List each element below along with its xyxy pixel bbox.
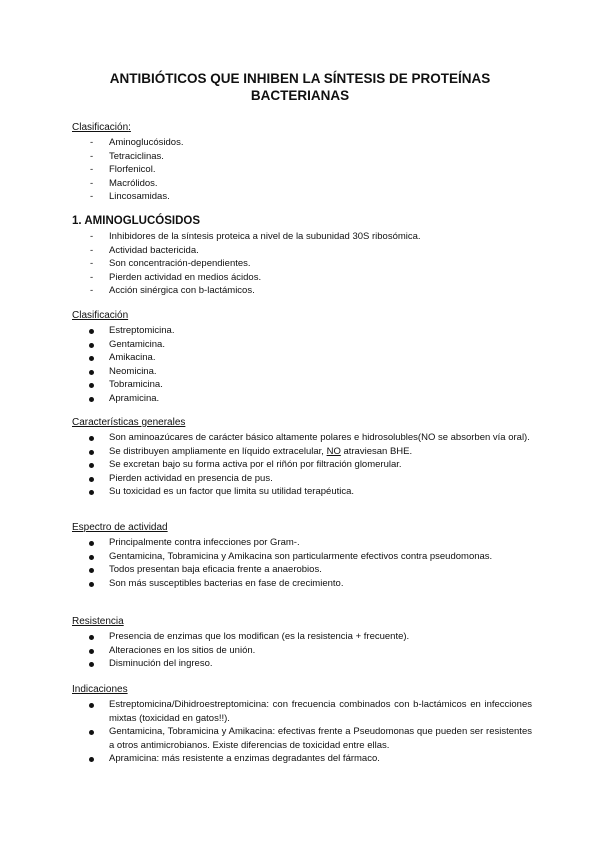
list-item: Disminución del ingreso. (72, 657, 532, 671)
list-item: Apramicina: más resistente a enzimas degradantes del fármaco. (72, 752, 532, 766)
list-item: - Son concentración-dependientes. (90, 258, 251, 269)
list-item: - Inhibidores de la síntesis proteica a nivel de la subunidad 30S ribosómica. (90, 231, 421, 242)
list-item: Se excretan bajo su forma activa por el riñón por filtración glomerular. (72, 458, 532, 472)
characteristics-list (72, 431, 532, 499)
general-characteristics-section (72, 416, 532, 499)
list-item: Alteraciones en los sitios de unión. (72, 644, 532, 658)
list-item: - Macrólidos. (90, 177, 158, 189)
list-item: - Florfenicol. (90, 164, 156, 175)
page-title (90, 70, 510, 104)
list-item: - Lincosamidas. (90, 191, 170, 202)
aminoglycosides-section (72, 214, 532, 298)
classification-list (72, 324, 532, 405)
list-item: Gentamicina. (72, 338, 532, 352)
indications-list (72, 698, 532, 766)
list-item: Neomicina. (72, 365, 532, 379)
list-item: Son aminoazúcares de carácter básico altamente polares e hidrosolubles(NO se absorben vía oral). (72, 431, 532, 445)
subsection-heading: Clasificación (72, 310, 129, 321)
list-item: Gentamicina, Tobramicina y Amikacina son particularmente efectivos contra pseudomonas. (72, 550, 532, 564)
list-item: Presencia de enzimas que los modifican (es la resistencia + frecuente). (72, 630, 532, 644)
list-item: Apramicina. (72, 392, 532, 406)
aminoglycoside-classification-section (72, 309, 532, 405)
list-item: Se distribuyen ampliamente en líquido extracelular, NO atraviesan BHE. (72, 445, 532, 459)
list-item: Son más susceptibles bacterias en fase de crecimiento. (72, 577, 532, 591)
classification-list (72, 136, 532, 204)
indications-section (72, 683, 532, 766)
list-item: - Pierden actividad en medios ácidos. (90, 271, 262, 283)
list-item: Estreptomicina/Dihidroestreptomicina: con frecuencia combinados con b-lactámicos en infecciones mixtas (toxicidad en gatos!!). (72, 698, 532, 725)
activity-spectrum-section (72, 521, 532, 590)
list-item: - Aminoglucósidos. (90, 137, 184, 148)
title-line-2: BACTERIANAS (250, 88, 350, 103)
classification-heading: Clasificación: (72, 122, 131, 133)
subsection-heading: Resistencia (72, 616, 124, 627)
list-item: Tobramicina. (72, 378, 532, 392)
spectrum-list (72, 536, 532, 590)
list-item: Pierden actividad en presencia de pus. (72, 472, 532, 486)
classification-section (72, 121, 532, 204)
list-item: Su toxicidad es un factor que limita su utilidad terapéutica. (72, 485, 532, 499)
list-item: - Acción sinérgica con b-lactámicos. (90, 285, 255, 296)
list-item: Gentamicina, Tobramicina y Amikacina: efectivas frente a Pseudomonas que pueden ser resistentes a otros antimicrobianos. Existe diferencias de toxicidad entre ellas. (72, 725, 532, 752)
list-item: - Actividad bactericida. (90, 244, 199, 256)
list-item: - Tetraciclinas. (90, 150, 164, 162)
resistance-section (72, 615, 532, 671)
subsection-heading: Espectro de actividad (72, 522, 168, 533)
resistance-list (72, 630, 532, 671)
aminoglycosides-list (72, 230, 532, 298)
list-item: Estreptomicina. (72, 324, 532, 338)
section-heading: 1. AMINOGLUCÓSIDOS (72, 215, 200, 227)
subsection-heading: Características generales (72, 417, 186, 428)
title-line-1: ANTIBIÓTICOS QUE INHIBEN LA SÍNTESIS DE PROTEÍNAS (109, 71, 491, 86)
list-item: Principalmente contra infecciones por Gram-. (72, 536, 532, 550)
list-item: Todos presentan baja eficacia frente a anaerobios. (72, 563, 532, 577)
subsection-heading: Indicaciones (72, 684, 128, 695)
list-item: Amikacina. (72, 351, 532, 365)
